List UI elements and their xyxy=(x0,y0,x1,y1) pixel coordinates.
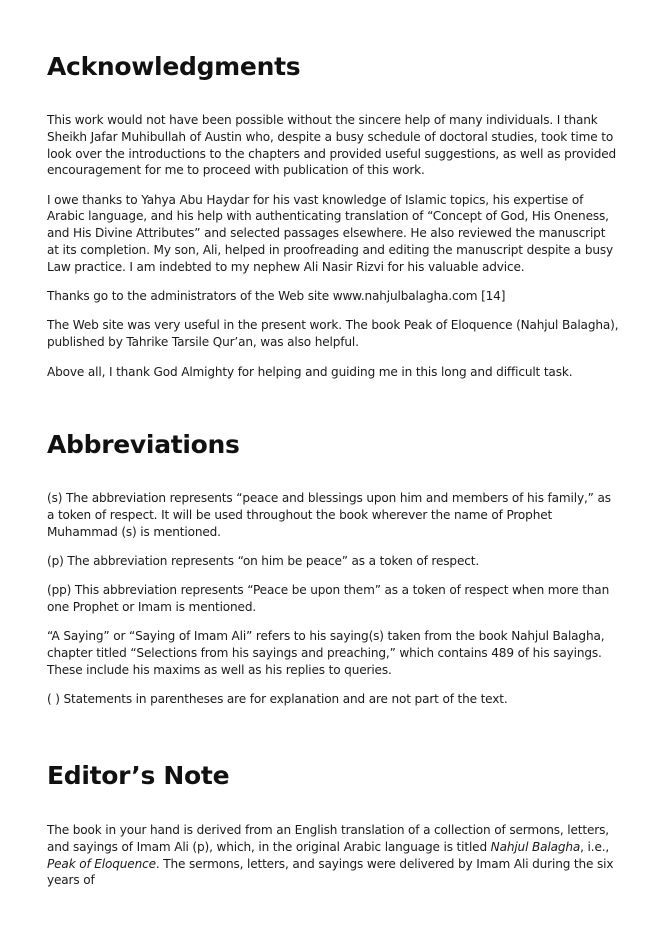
italic-title: Nahjul Balagha xyxy=(490,839,581,854)
abbreviations-body xyxy=(47,490,619,708)
heading-acknowledgments: Acknowledgments xyxy=(47,52,301,81)
paragraph: (s) The abbreviation represents “peace and blessings upon him and members of his family,” as a token of respect. It will be used throughout the book wherever the name of Prophet Muhammad (s) is mentioned. xyxy=(47,491,611,539)
text-run: The book in your hand is derived from an English translation of a collection of sermons, letters, and sayings of Imam Ali (p), which, in the original Arabic language is titled xyxy=(47,823,609,854)
paragraph: This work would not have been possible without the sincere help of many individuals. I thank Sheikh Jafar Muhibullah of Austin who, despite a busy schedule of doctoral studies, took time to look over the introductions to the chapters and provided useful suggestions, as well as provided encouragement for me to proceed with publication of this work. xyxy=(47,113,617,178)
editors-note-body xyxy=(47,822,619,889)
acknowledgments-body xyxy=(47,112,619,380)
paragraph: I owe thanks to Yahya Abu Haydar for his vast knowledge of Islamic topics, his expertise of Arabic language, and his help with authenticating translation of “Concept of God, His Oneness, and His Divine Attributes” and selected passages elsewhere. He also reviewed the manuscript at its completion. My son, Ali, helped in proofreading and editing the manuscript despite a busy Law practice. I am indebted to my nephew Ali Nasir Rizvi for his valuable advice. xyxy=(47,192,614,274)
paragraph: Above all, I thank God Almighty for helping and guiding me in this long and difficult task. xyxy=(47,364,573,379)
italic-title: Peak of Eloquence xyxy=(47,856,156,871)
paragraph: The Web site was very useful in the present work. The book Peak of Eloquence (Nahjul Balagha), published by Tahrike Tarsile Qur’an, was also helpful. xyxy=(47,318,619,350)
paragraph: “A Saying” or “Saying of Imam Ali” refers to his saying(s) taken from the book Nahjul Balagha, chapter titled “Selections from his sayings and preaching,” which contains 489 of his sayings. These include his maxims as well as his replies to queries. xyxy=(47,629,605,677)
paragraph: (pp) This abbreviation represents “Peace be upon them” as a token of respect when more than one Prophet or Imam is mentioned. xyxy=(47,583,610,614)
paragraph xyxy=(47,822,619,889)
heading-abbreviations: Abbreviations xyxy=(47,430,240,459)
paragraph: ( ) Statements in parentheses are for explanation and are not part of the text. xyxy=(47,692,508,707)
paragraph: Thanks go to the administrators of the Web site www.nahjulbalagha.com [14] xyxy=(47,289,506,304)
text-run: , i.e., xyxy=(580,839,610,854)
text-run: . The sermons, letters, and sayings were delivered by Imam Ali during the six years of xyxy=(47,856,614,888)
paragraph: (p) The abbreviation represents “on him be peace” as a token of respect. xyxy=(47,553,480,568)
heading-editors-note: Editor’s Note xyxy=(47,761,230,790)
